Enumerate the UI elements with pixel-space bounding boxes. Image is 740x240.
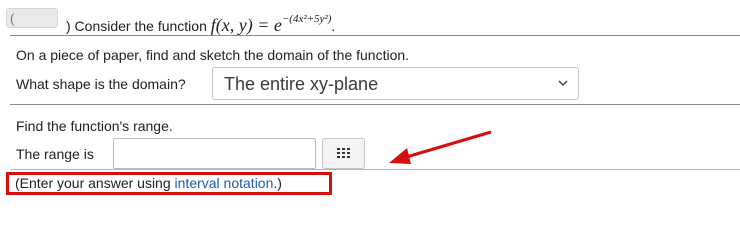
chevron-down-icon	[556, 76, 570, 90]
range-label: The range is	[16, 146, 94, 162]
range-instruction: Find the function's range.	[16, 118, 173, 134]
range-answer-input[interactable]	[113, 138, 316, 169]
interval-notation-link[interactable]: interval notation	[174, 175, 274, 191]
divider-top	[10, 35, 740, 36]
hint-prefix: (Enter your answer using	[15, 175, 175, 191]
question-suffix: .	[331, 18, 336, 34]
keypad-grid-icon	[337, 148, 351, 160]
question-text	[66, 8, 335, 37]
function-exponent: −(4x²+5y²)	[281, 13, 332, 25]
domain-shape-selected-value: The entire xy-plane	[224, 74, 379, 94]
domain-instruction: On a piece of paper, find and sketch the domain of the function.	[16, 47, 410, 63]
annotation-arrow-icon	[385, 128, 495, 168]
domain-shape-select[interactable]	[212, 67, 579, 100]
domain-shape-label: What shape is the domain?	[16, 76, 186, 92]
function-formula	[211, 15, 332, 35]
divider-bottom	[10, 169, 740, 170]
points-indicator: (	[6, 8, 58, 28]
divider-middle	[10, 104, 740, 105]
highlight-box	[6, 172, 332, 195]
math-keypad-button[interactable]	[322, 138, 365, 169]
function-lhs: f(x, y) = e	[210, 15, 282, 35]
question-prefix: ) Consider the function	[66, 18, 211, 34]
hint-suffix: .)	[273, 175, 282, 191]
